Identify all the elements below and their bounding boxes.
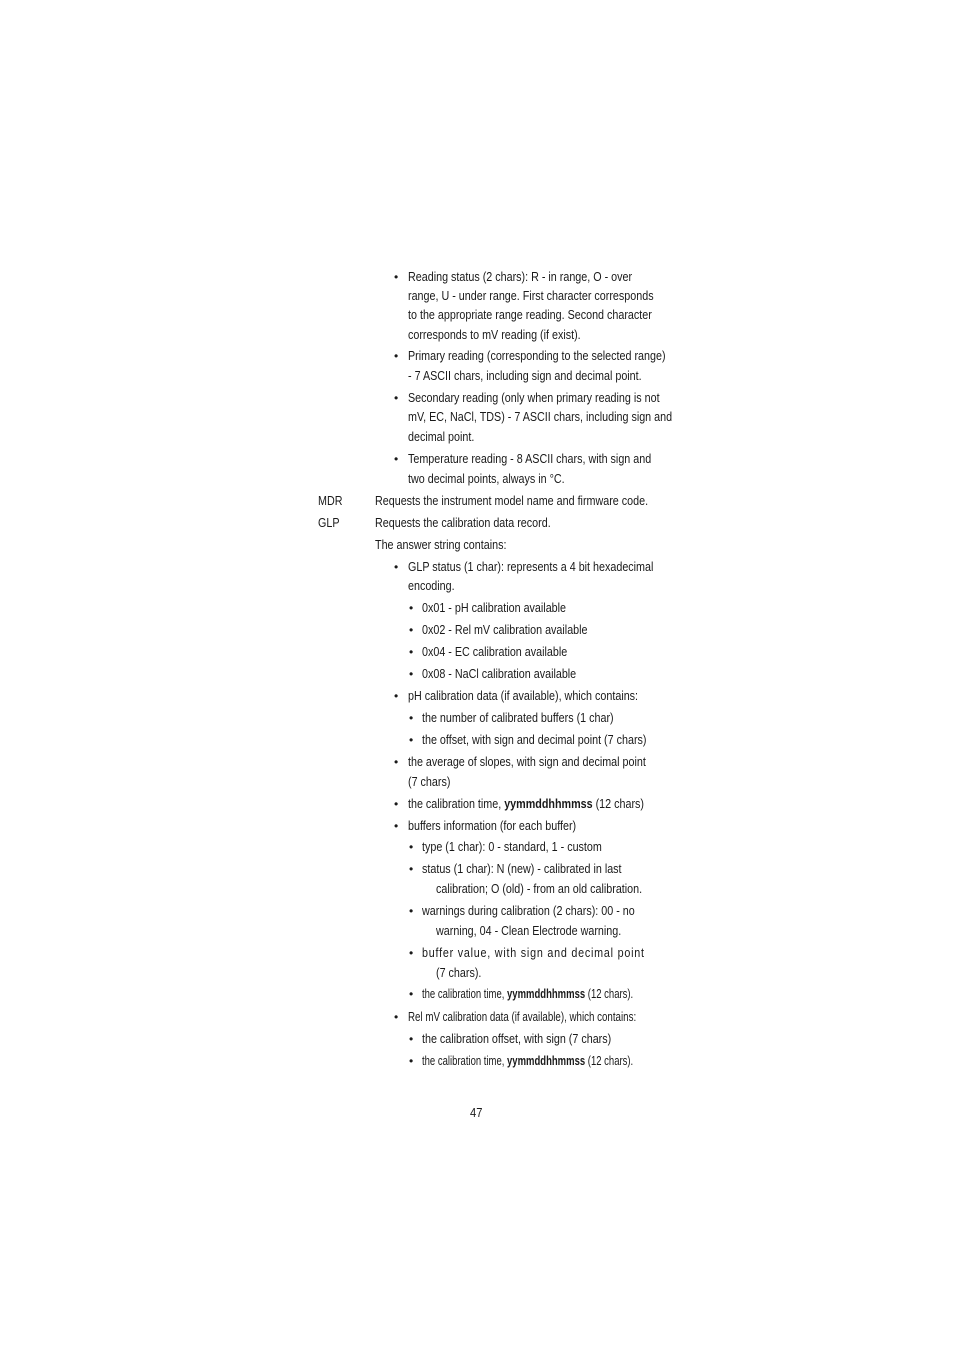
secondary-reading-line-3: decimal point.	[408, 430, 475, 444]
buffer-warnings-line-1: warnings during calibration (2 chars): 00 - no	[422, 904, 635, 918]
buffer-calibration-time	[422, 985, 633, 1005]
relmv-time-pre: the calibration time,	[422, 1054, 508, 1068]
buffer-value-line-2: (7 chars).	[436, 966, 482, 980]
temperature-reading-line-2: two decimal points, always in °C.	[408, 472, 565, 486]
secondary-reading-line-2: mV, EC, NaCl, TDS) - 7 ASCII chars, including sign and	[408, 410, 673, 424]
glp-code-0x02: 0x02 - Rel mV calibration available	[422, 623, 588, 637]
relmv-calibration-time	[422, 1052, 633, 1072]
primary-reading-line-1: Primary reading (corresponding to the selected range)	[408, 349, 666, 363]
reading-status-line-3: to the appropriate range reading. Second character	[408, 308, 652, 322]
command-glp: GLP	[318, 516, 340, 530]
sub-bullet: •	[409, 645, 414, 659]
page-number: 47	[470, 1105, 483, 1120]
bullet: •	[394, 1010, 399, 1024]
glp-code-0x08: 0x08 - NaCl calibration available	[422, 667, 577, 681]
bullet: •	[394, 560, 399, 574]
sub-bullet: •	[409, 667, 414, 681]
reading-status-line-4: corresponds to mV reading (if exist).	[408, 328, 581, 342]
buffer-time-format: yymmddhhmmss	[507, 987, 586, 1001]
ph-cal-buffers-count: the number of calibrated buffers (1 char)	[422, 711, 614, 725]
answer-intro: The answer string contains:	[375, 538, 507, 552]
secondary-reading-line-1: Secondary reading (only when primary reading is not	[408, 391, 660, 405]
cal-time-post: (12 chars)	[592, 797, 645, 811]
primary-reading-line-2: - 7 ASCII chars, including sign and decimal point.	[408, 369, 642, 383]
sub-bullet: •	[409, 601, 414, 615]
sub-bullet: •	[409, 840, 414, 854]
buffer-status-line-1: status (1 char): N (new) - calibrated in last	[422, 862, 622, 876]
calibration-time	[408, 795, 644, 815]
ph-calibration-data: pH calibration data (if available), which contains:	[408, 689, 639, 703]
sub-bullet: •	[409, 862, 414, 876]
bullet: •	[394, 349, 399, 363]
buffers-information: buffers information (for each buffer)	[408, 819, 577, 833]
sub-bullet: •	[409, 1054, 414, 1068]
relmv-calibration-data: Rel mV calibration data (if available), which contains:	[408, 1010, 637, 1024]
buffer-value-line-1: buffer value, with sign and decimal point	[422, 946, 645, 960]
temperature-reading-line-1: Temperature reading - 8 ASCII chars, with sign and	[408, 452, 652, 466]
relmv-offset: the calibration offset, with sign (7 chars)	[422, 1032, 612, 1046]
buffer-status-line-2: calibration; O (old) - from an old calibration.	[436, 882, 643, 896]
sub-bullet: •	[409, 623, 414, 637]
bullet: •	[394, 270, 399, 284]
bullet: •	[394, 391, 399, 405]
bullet: •	[394, 797, 399, 811]
sub-bullet: •	[409, 904, 414, 918]
sub-bullet: •	[409, 733, 414, 747]
buffer-type: type (1 char): 0 - standard, 1 - custom	[422, 840, 602, 854]
sub-bullet: •	[409, 946, 414, 960]
avg-slopes-line-1: the average of slopes, with sign and decimal point	[408, 755, 646, 769]
cal-time-format: yymmddhhmmss	[504, 797, 593, 811]
glp-status-line-2: encoding.	[408, 579, 455, 593]
relmv-time-format: yymmddhhmmss	[507, 1054, 586, 1068]
bullet: •	[394, 689, 399, 703]
buffer-time-post: (12 chars).	[585, 987, 634, 1001]
cal-time-pre: the calibration time,	[408, 797, 505, 811]
sub-bullet: •	[409, 987, 414, 1001]
command-glp-desc: Requests the calibration data record.	[375, 516, 551, 530]
glp-code-0x04: 0x04 - EC calibration available	[422, 645, 568, 659]
sub-bullet: •	[409, 711, 414, 725]
glp-status-line-1: GLP status (1 char): represents a 4 bit hexadecimal	[408, 560, 654, 574]
glp-code-0x01: 0x01 - pH calibration available	[422, 601, 567, 615]
reading-status-line-1: Reading status (2 chars): R - in range, O - over	[408, 270, 633, 284]
ph-cal-offset: the offset, with sign and decimal point (7 chars)	[422, 733, 647, 747]
bullet: •	[394, 755, 399, 769]
relmv-time-post: (12 chars).	[585, 1054, 634, 1068]
bullet: •	[394, 452, 399, 466]
buffer-time-pre: the calibration time,	[422, 987, 508, 1001]
avg-slopes-line-2: (7 chars)	[408, 775, 451, 789]
command-mdr-desc: Requests the instrument model name and firmware code.	[375, 494, 649, 508]
reading-status-line-2: range, U - under range. First character corresponds	[408, 289, 654, 303]
buffer-warnings-line-2: warning, 04 - Clean Electrode warning.	[436, 924, 622, 938]
command-mdr: MDR	[318, 494, 343, 508]
bullet: •	[394, 819, 399, 833]
sub-bullet: •	[409, 1032, 414, 1046]
